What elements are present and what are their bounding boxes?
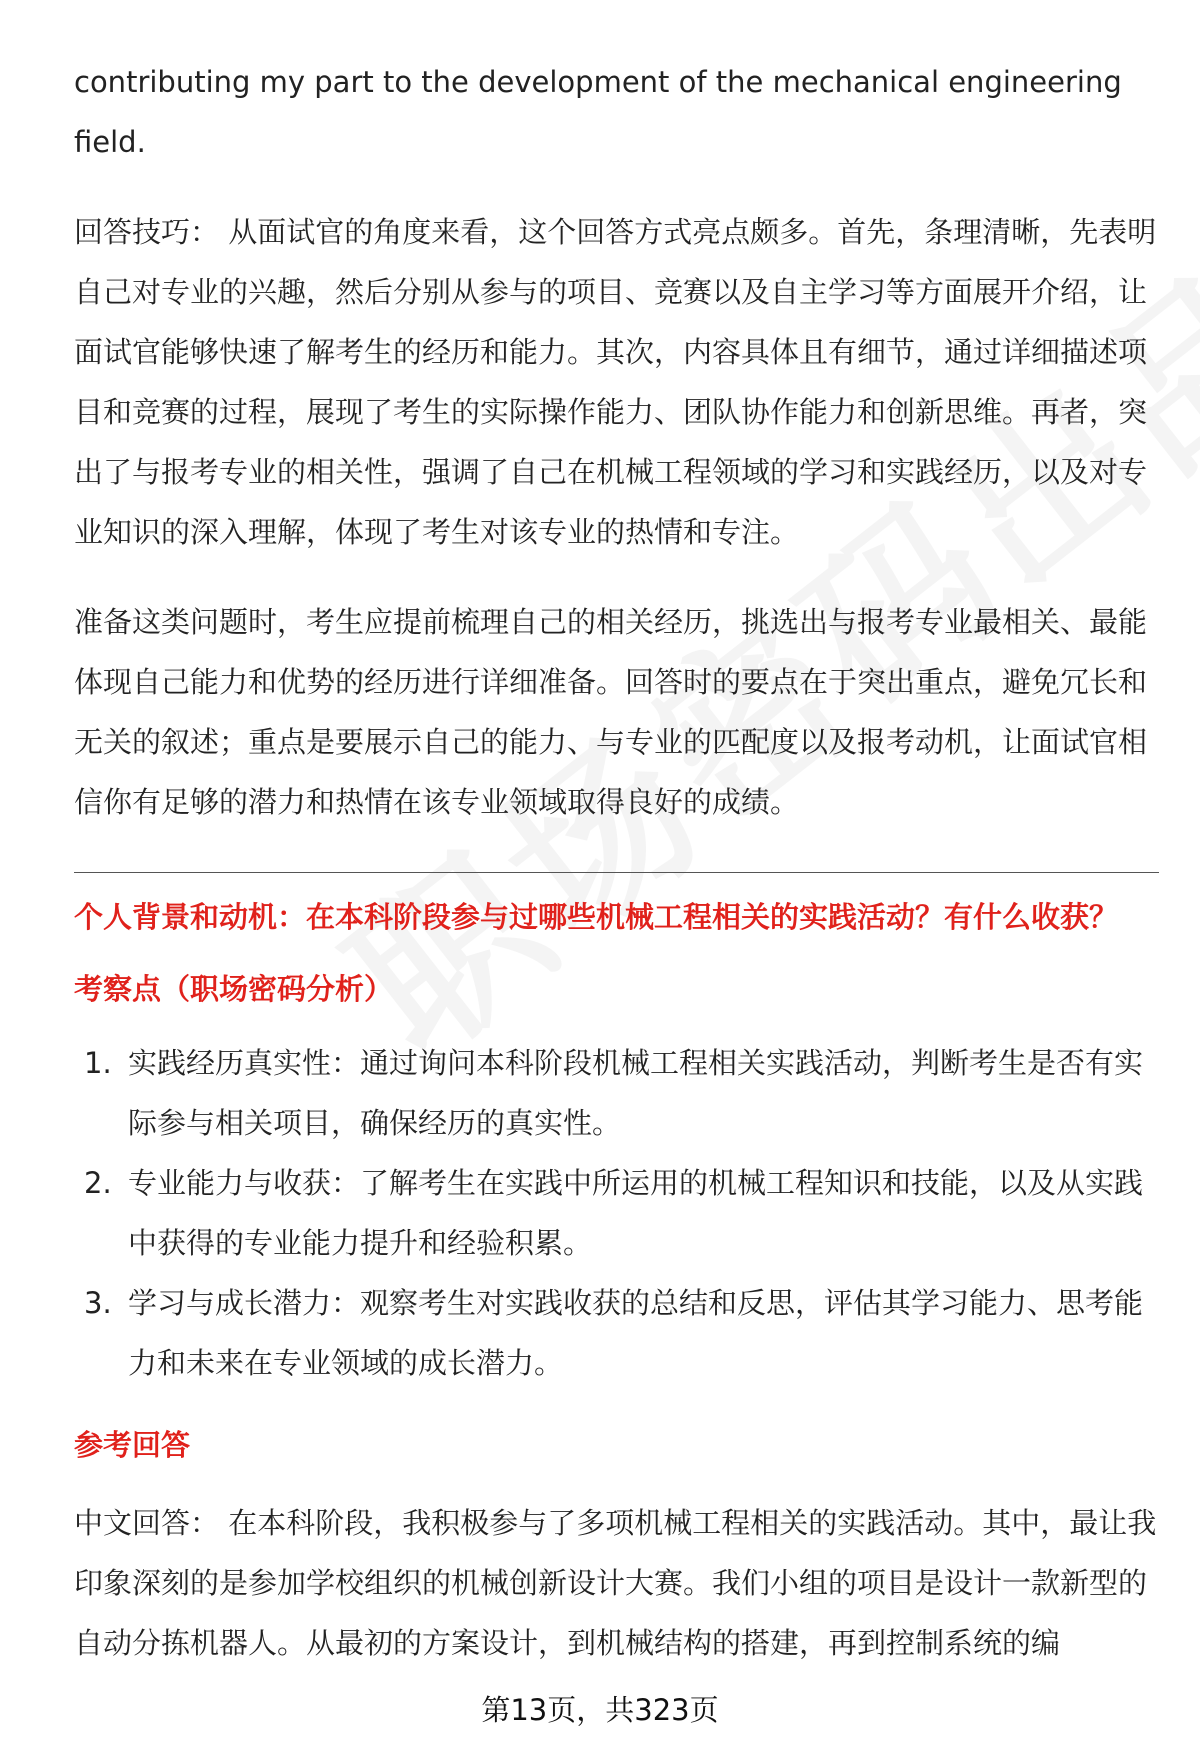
intro-english-paragraph: contributing my part to the development of the mechanical engineering field.: [74, 65, 1122, 159]
list-item: [74, 1153, 1159, 1273]
preparation-paragraph: 准备这类问题时，考生应提前梳理自己的相关经历，挑选出与报考专业最相关、最能体现自己能力和优势的经历进行详细准备。回答时的要点在于突出重点，避免冗长和无关的叙述；重点是要展示自己的能力、与专业的匹配度以及报考动机，让面试官相信你有足够的潜力和热情在该专业领域取得良好的成绩。: [74, 605, 1148, 819]
answer-tips-paragraph: 回答技巧： 从面试官的角度来看，这个回答方式亮点颇多。首先，条理清晰，先表明自己对专业的兴趣，然后分别从参与的项目、竞赛以及自主学习等方面展开介绍，让面试官能够快速了解考生的经历和能力。其次，内容具体且有细节，通过详细描述项目和竞赛的过程，展现了考生的实际操作能力、团队协作能力和创新思维。再者，突出了与报考专业的相关性，强调了自己在机械工程领域的学习和实践经历，以及对专业知识的深入理解，体现了考生对该专业的热情和专注。: [74, 215, 1157, 549]
assessment-points-list: [74, 1033, 1159, 1393]
list-item-number: 3.: [84, 1286, 112, 1320]
chinese-answer-paragraph: 中文回答： 在本科阶段，我积极参与了多项机械工程相关的实践活动。其中，最让我印象深刻的是参加学校组织的机械创新设计大赛。我们小组的项目是设计一款新型的自动分拣机器人。从最初的方案设计，到机械结构的搭建，再到控制系统的编: [74, 1506, 1157, 1660]
list-item-text: 专业能力与收获：了解考生在实践中所运用的机械工程知识和技能，以及从实践中获得的专业能力提升和经验积累。: [128, 1166, 1144, 1260]
list-item-number: 1.: [84, 1046, 112, 1080]
page-number-footer: 第13页，共323页: [481, 1693, 719, 1727]
list-item-text: 实践经历真实性：通过询问本科阶段机械工程相关实践活动，判断考生是否有实际参与相关项目，确保经历的真实性。: [128, 1046, 1144, 1140]
list-item-text: 学习与成长潜力：观察考生对实践收获的总结和反思，评估其学习能力、思考能力和未来在专业领域的成长潜力。: [128, 1286, 1144, 1380]
question-heading: 个人背景和动机：在本科阶段参与过哪些机械工程相关的实践活动？有什么收获？: [74, 900, 1119, 934]
reference-answer-heading: 参考回答: [74, 1428, 191, 1462]
section-divider: [74, 872, 1159, 873]
list-item: [74, 1033, 1159, 1153]
page-content: [74, 52, 1159, 1673]
assessment-heading: 考察点（职场密码分析）: [74, 972, 394, 1006]
list-item: [74, 1273, 1159, 1393]
list-item-number: 2.: [84, 1166, 112, 1200]
